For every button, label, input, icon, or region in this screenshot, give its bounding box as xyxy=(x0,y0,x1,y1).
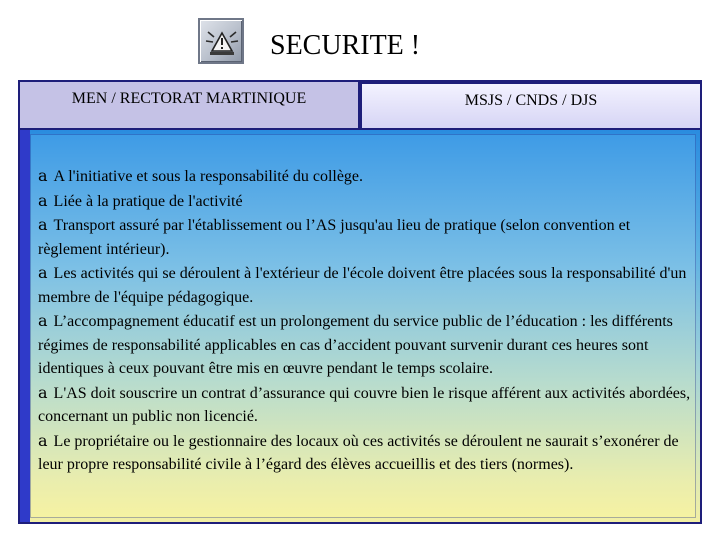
a-bullet-icon: a xyxy=(38,166,48,185)
warning-sign-icon xyxy=(198,18,244,64)
a-bullet-icon: a xyxy=(38,430,48,450)
bullet-text: L’accompagnement éducatif est un prolongement du service public de l’éducation : les différents régimes de responsabilité applicables en cas d’accident pouvant survenir durant ces heures sont identiques à ceux pouvant être mis en œuvre pendant le temps scolaire. xyxy=(38,313,673,377)
bullet-item xyxy=(38,213,698,261)
bullet-item xyxy=(38,381,698,429)
bullet-text: L'AS doit souscrire un contrat d’assurance qui couvre bien le risque afférent aux activités abordées, concernant un public non licencié. xyxy=(38,384,691,425)
bullet-item xyxy=(38,189,698,214)
bullet-item xyxy=(38,309,698,381)
bullet-text: Le propriétaire ou le gestionnaire des locaux où ces activités se déroulent ne saurait s’exonérer de leur propre responsabilité civile à l’égard des élèves accueillis et des tiers (normes). xyxy=(38,432,679,473)
bullet-text: Transport assuré par l'établissement ou l’AS jusqu'au lieu de pratique (selon convention et règlement intérieur). xyxy=(38,217,631,258)
bullet-item xyxy=(38,261,698,309)
bullet-item xyxy=(38,429,698,477)
bullet-text: Liée à la pratique de l'activité xyxy=(53,192,243,210)
content-inner-panel xyxy=(30,134,696,518)
content-panel xyxy=(18,128,702,524)
bullet-item xyxy=(38,164,698,189)
column-header-right xyxy=(362,84,700,128)
column-label-msjs-cnds: MSJS / CNDS / DJS xyxy=(464,92,598,109)
column-label-men-rectorat: MEN / RECTORAT MARTINIQUE xyxy=(71,90,307,107)
a-bullet-icon: a xyxy=(38,215,48,234)
column-header-left xyxy=(20,82,358,128)
bullet-text: Les activités qui se déroulent à l'extérieur de l'école doivent être placées sous la responsabilité d'un membre de l'équipe pédagogique. xyxy=(38,265,687,306)
bullet-text: A l'initiative et sous la responsabilité du collège. xyxy=(53,168,364,185)
slide-title: SECURITE ! xyxy=(270,30,421,61)
a-bullet-icon: a xyxy=(38,190,48,210)
a-bullet-icon: a xyxy=(38,263,48,282)
bullet-list xyxy=(38,164,698,477)
a-bullet-icon: a xyxy=(38,382,48,402)
a-bullet-icon: a xyxy=(38,311,48,330)
